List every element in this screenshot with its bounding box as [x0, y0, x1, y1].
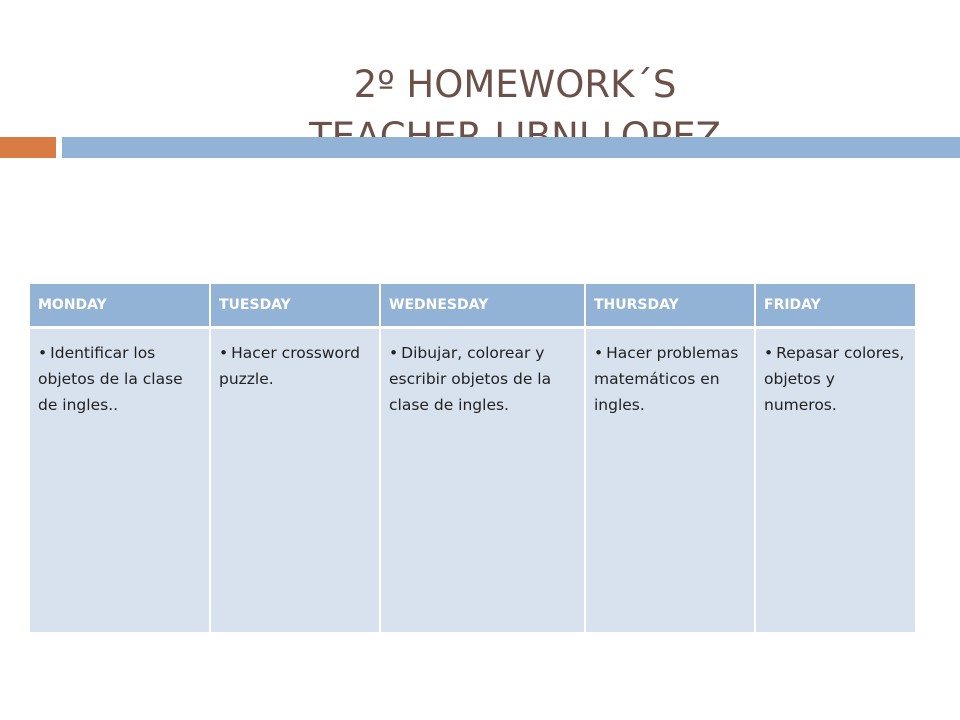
orange-accent-bar	[0, 137, 56, 158]
header-tuesday: TUESDAY	[210, 284, 380, 328]
task-cell-tuesday	[210, 328, 380, 633]
bullet-mark: •	[594, 344, 604, 362]
task-cell-thursday	[585, 328, 755, 633]
task-text-thursday: Hacer problemas matemáticos en ingles.	[594, 344, 739, 414]
task-cell-friday	[755, 328, 915, 633]
homework-schedule-table	[30, 284, 915, 632]
task-cell-monday	[30, 328, 210, 633]
task-text-tuesday: Hacer crossword puzzle.	[219, 344, 360, 388]
task-row	[30, 328, 915, 633]
header-row	[30, 284, 915, 328]
bullet-mark: •	[764, 344, 774, 362]
bullet-mark: •	[219, 344, 229, 362]
bullet-mark: •	[38, 344, 48, 362]
task-text-wednesday: Dibujar, colorear y escribir objetos de la clase de ingles.	[389, 344, 552, 414]
header-monday: MONDAY	[30, 284, 210, 328]
title-line-homework: 2º HOMEWORK´S	[353, 62, 677, 106]
task-text-monday: Identificar los objetos de la clase de ingles..	[38, 344, 183, 414]
task-cell-wednesday	[380, 328, 585, 633]
task-text-friday: Repasar colores, objetos y numeros.	[764, 344, 905, 414]
header-friday: FRIDAY	[755, 284, 915, 328]
header-thursday: THURSDAY	[585, 284, 755, 328]
blue-title-rule	[62, 137, 960, 158]
header-wednesday: WEDNESDAY	[380, 284, 585, 328]
bullet-mark: •	[389, 344, 399, 362]
